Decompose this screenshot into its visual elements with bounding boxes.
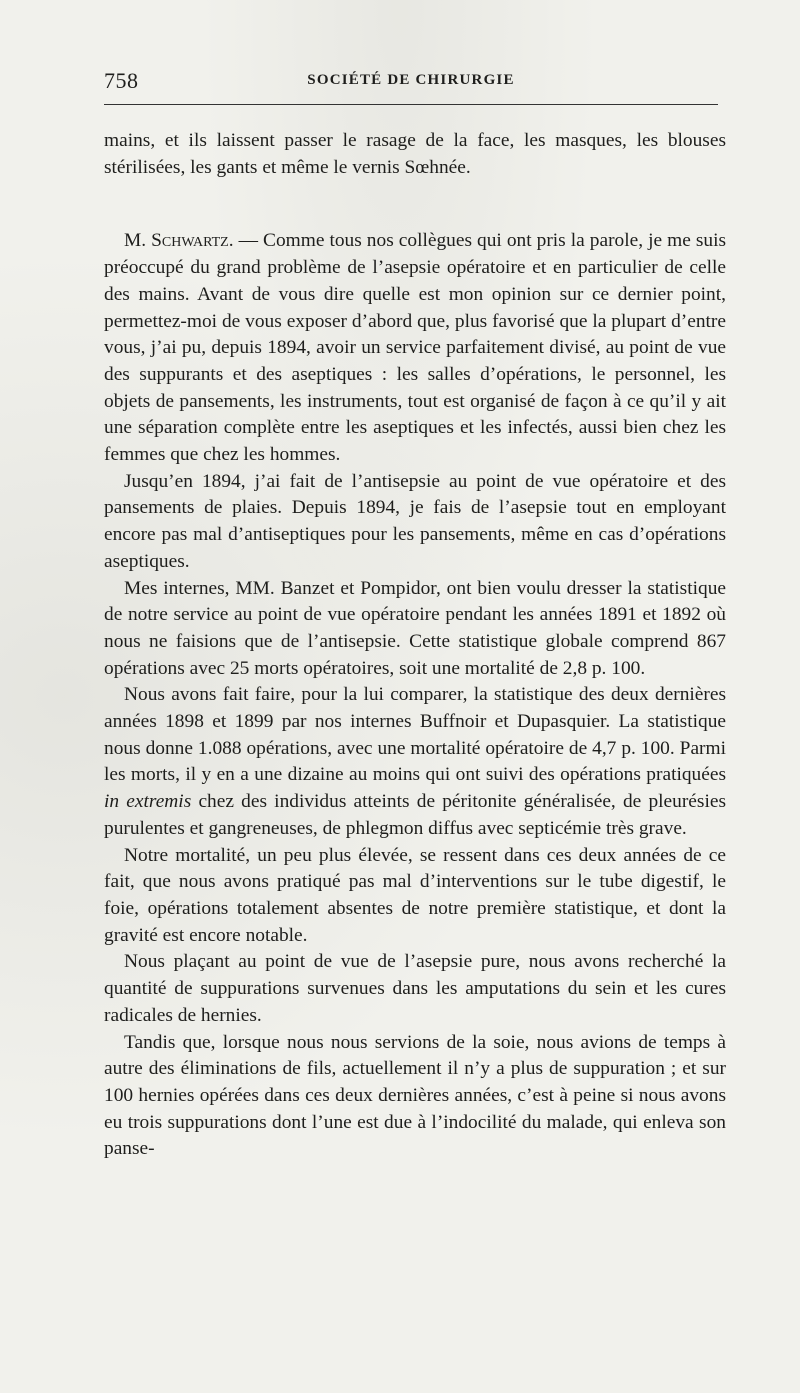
header-rule (104, 104, 718, 105)
paragraph-text: chez des individus atteints de péritonite généralisée, de pleurésies purulentes et gangreneuses, de phlegmon diffus avec septicémie très grave. (104, 791, 726, 839)
journal-title: SOCIÉTÉ DE CHIRURGIE (307, 72, 515, 88)
paragraph-antisepsis-history: Jusqu’en 1894, j’ai fait de l’antisepsie au point de vue opératoire et des pansements de plaies. Depuis 1894, je fais de l’asepsie tout en employant encore pas mal d’antiseptiques pour les pansements, même en cas d’opérations aseptiques. (104, 470, 726, 572)
speaker-name: Schwartz. (151, 230, 234, 252)
speaker-prefix: M. (124, 230, 152, 252)
paragraph-schwartz-intro (104, 228, 726, 468)
paragraph-text: — Comme tous nos collègues qui ont pris la parole, je me suis préoccupé du grand problème de l’asepsie opératoire et en particulier de celle des mains. Avant de vous dire quelle est mon opinion sur ce dernier point, permettez-moi de vous exposer d’abord que, plus favorisé que la plupart d’entre vous, j’ai pu, depuis 1894, avoir un service parfaitement divisé, au point de vue des suppurants et des aseptiques : les salles d’opérations, le personnel, les objets de pansements, les instruments, tout est organisé de façon à ce qu’il y ait une séparation complète entre les aseptiques et les infectés, aussi bien chez les femmes que chez les hommes. (104, 230, 727, 466)
running-head (104, 68, 718, 94)
paragraph-mortality-explanation: Notre mortalité, un peu plus élevée, se ressent dans ces deux années de ce fait, que nous avons pratiqué pas mal d’interventions sur le tube digestif, le foie, opérations totalement absentes de notre première statistique, et dont la gravité est encore notable. (104, 844, 726, 946)
paragraph-continuation: mains, et ils laissent passer le rasage de la face, les masques, les blouses stérilisées, les gants et même le vernis Sœhnée. (104, 130, 726, 178)
latin-phrase: in extremis (104, 791, 192, 813)
body-text (104, 128, 726, 1163)
page-number: 758 (104, 68, 139, 93)
paragraph-suppuration-research: Nous plaçant au point de vue de l’asepsie pure, nous avons recherché la quantité de suppurations survenues dans les amputations du sein et les cures radicales de hernies. (104, 951, 726, 1026)
paragraph-hernia-results: Tandis que, lorsque nous nous servions de la soie, nous avions de temps à autre des éliminations de fils, actuellement il n’y a plus de suppuration ; et sur 100 hernies opérées dans ces deux dernières années, c’est à peine si nous avons eu trois suppurations dont l’une est due à l’indocilité du malade, qui enleva son panse- (104, 1031, 726, 1160)
paragraph-second-statistics (104, 682, 726, 842)
paragraph-text: Nous avons fait faire, pour la lui comparer, la statistique des deux dernières années 1898 et 1899 par nos internes Buffnoir et Dupasquier. La statistique nous donne 1.088 opérations, avec une mortalité opératoire de 4,7 p. 100. Parmi les morts, il y en a une dizaine au moins qui ont suivi des opérations pratiquées (104, 684, 726, 786)
paragraph-first-statistics: Mes internes, MM. Banzet et Pompidor, ont bien voulu dresser la statistique de notre service au point de vue opératoire pendant les années 1891 et 1892 où nous ne faisions que de l’antisepsie. Cette statistique globale comprend 867 opérations avec 25 morts opératoires, soit une mortalité de 2,8 p. 100. (104, 577, 726, 679)
